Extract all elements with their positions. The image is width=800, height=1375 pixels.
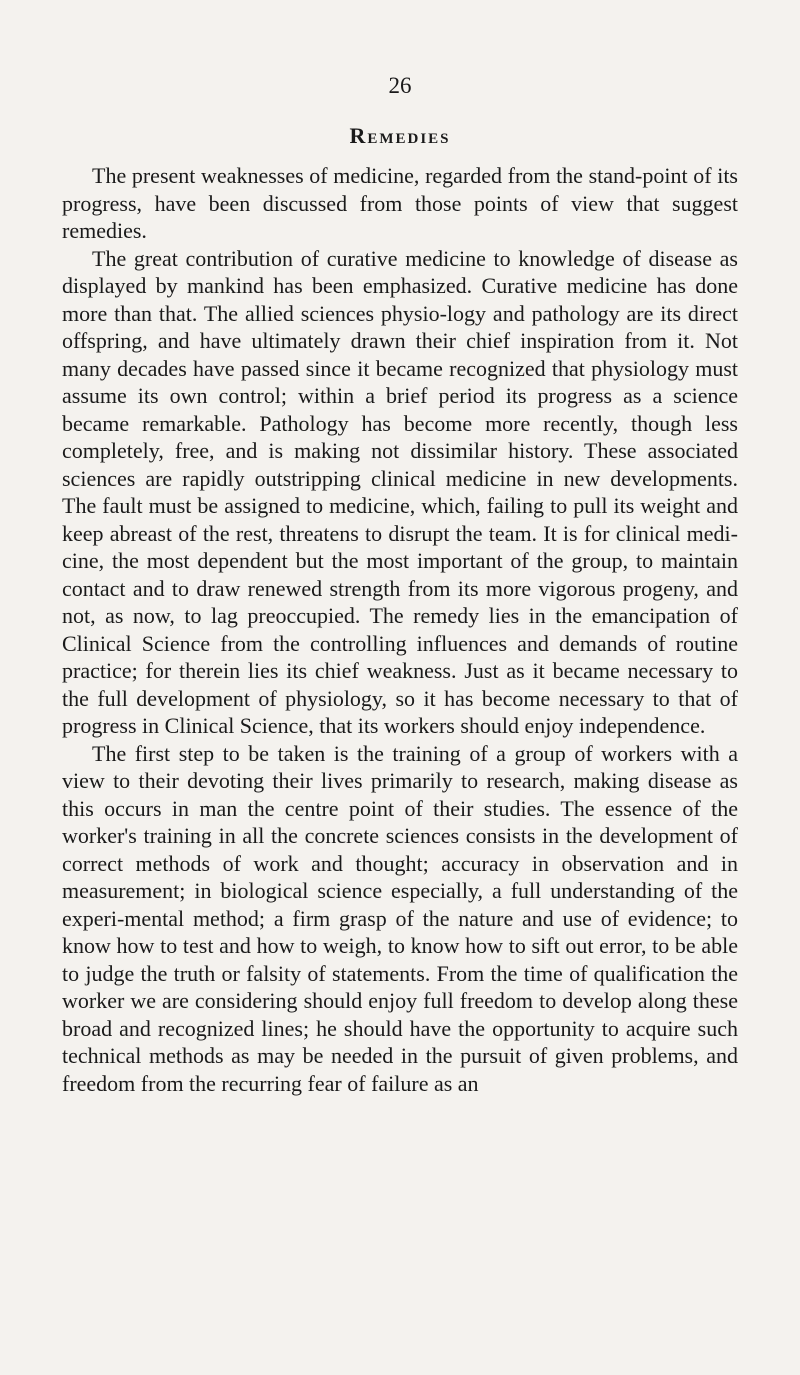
paragraph-3: The first step to be taken is the training of a group of workers with a view to their devoting their lives primarily to research, making disease as this occurs in man the centre point of their studies. The essence of the worker's training in all the concrete sciences consists in the development of correct methods of work and thought; accuracy in observation and in measurement; in biological science especially, a full understanding of the experi-mental method; a firm grasp of the nature and use of evidence; to know how to test and how to weigh, to know how to sift out error, to be able to judge the truth or falsity of statements. From the time of qualification the worker we are considering should enjoy full freedom to develop along these broad and recognized lines; he should have the opportunity to acquire such technical methods as may be needed in the pursuit of given problems, and freedom from the recurring fear of failure as an [62, 740, 738, 1096]
page-number: 26 [388, 73, 412, 98]
paragraph-1: The present weaknesses of medicine, regarded from the stand-point of its progress, have been discussed from those points of view that suggest remedies. [62, 163, 738, 243]
section-heading: Remedies [349, 123, 451, 148]
body-text [62, 162, 738, 1097]
paragraph-2: The great contribution of curative medicine to knowledge of disease as displayed by mankind has been emphasized. Curative medicine has done more than that. The allied sciences physio-logy and pathology are its direct offspring, and have ultimately drawn their chief inspiration from it. Not many decades have passed since it became recognized that physiology must assume its own control; within a brief period its progress as a science became remarkable. Pathology has become more recently, though less completely, free, and is making not dissimilar history. These associated sciences are rapidly outstripping clinical medicine in new developments. The fault must be assigned to medicine, which, failing to pull its weight and keep abreast of the rest, threatens to disrupt the team. It is for clinical medi-cine, the most dependent but the most important of the group, to maintain contact and to draw renewed strength from its more vigorous progeny, and not, as now, to lag preoccupied. The remedy lies in the emancipation of Clinical Science from the controlling influences and demands of routine practice; for therein lies its chief weakness. Just as it became necessary to the full development of physiology, so it has become necessary to that of progress in Clinical Science, that its workers should enjoy independence. [62, 245, 738, 738]
